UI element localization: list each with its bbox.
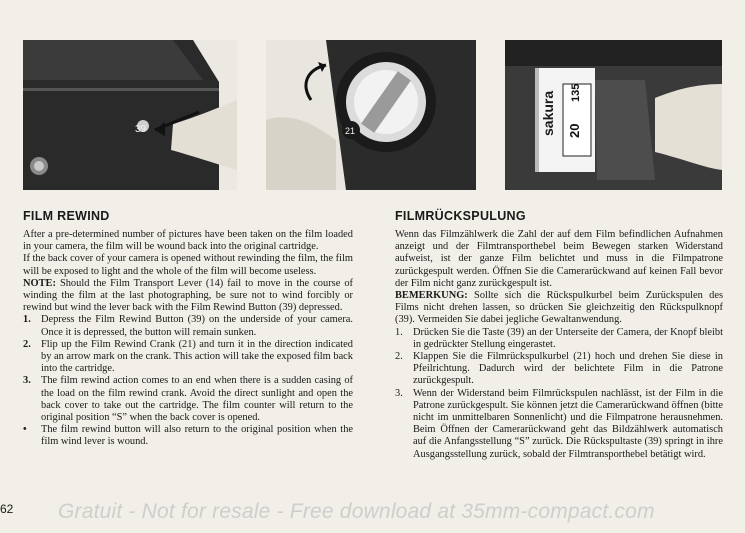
- english-note-label: NOTE:: [23, 277, 56, 289]
- german-heading: FILMRÜCKSPULUNG: [395, 209, 526, 223]
- step-text: The film rewind button will also return to the original position when the film wind lever is wound.: [41, 424, 353, 448]
- photo-rewind-crank: [266, 40, 476, 190]
- list-item: [395, 327, 723, 351]
- photo-film-cartridge: [505, 40, 722, 190]
- film-exposures: 20: [567, 123, 582, 138]
- german-note-label: BEMERKUNG:: [395, 290, 468, 302]
- step-text: Wenn der Widerstand beim Filmrückspulen nachlässt, ist der Film in die Patrone zurückgespult. Sie können jetzt die Camerarückwand öffnen (bitte nicht im unmittelbaren Sonnenlicht) und die Filmpatrone herausnehmen. Beim Öffnen der Camerarückwand geht das Bildzählwerk automatisch auf die Anfangsstellung “S” zurück. Die Rückspultaste (39) springt in ihre Ausgangsstellung zurück, sobald der Filmtransporthebel betätigt wird.: [413, 387, 723, 460]
- list-item: [23, 314, 353, 338]
- step-number: 2.: [23, 338, 31, 350]
- english-steps: [23, 314, 353, 448]
- photo1-label: 39: [135, 124, 147, 135]
- list-item: [395, 388, 723, 461]
- english-note-text: Should the Film Transport Lever (14) fail to move in the course of winding the film at the last photographing, be sure not to wind forcibly or rewind but wind the lever back with the Film Rewind Button (39) depressed.: [23, 277, 353, 314]
- step-number: 1.: [23, 314, 31, 326]
- step-number: 1.: [395, 326, 403, 338]
- german-column: [395, 229, 723, 461]
- photo2-label: 21: [345, 126, 356, 136]
- english-column: [23, 229, 353, 449]
- step-number: 2.: [395, 351, 403, 363]
- list-item: [23, 339, 353, 376]
- step-text: Klappen Sie die Filmrückspulkurbel (21) hoch und drehen Sie diese in Pfeilrichtung. Dadurch wird der belichtete Film in die Patrone zurückgespult.: [413, 351, 723, 387]
- step-text: The film rewind action comes to an end when there is a sudden casing of the load on the film rewind crank. Avoid the direct sunlight and open the back cover to take out the cartridge. The film counter will return to the original position “S” when the back cover is opened.: [41, 375, 353, 424]
- step-text: Drücken Sie die Taste (39) an der Unterseite der Camera, der Knopf bleibt in gedrückter Stellung eingerastet.: [413, 326, 723, 350]
- watermark: Gratuit - Not for resale - Free download at 35mm-compact.com: [58, 500, 655, 523]
- step-text: Flip up the Film Rewind Crank (21) and turn it in the direction indicated by an arrow mark on the crank. This action will take the exposed film back into the cartridge.: [41, 338, 353, 375]
- german-note: [395, 290, 723, 327]
- step-number: 3.: [23, 375, 31, 387]
- photo-rewind-button: [23, 40, 237, 190]
- film-number: 135: [570, 83, 582, 102]
- step-bullet: •: [23, 424, 27, 436]
- step-number: 3.: [395, 387, 403, 399]
- film-brand: sakura: [540, 90, 556, 136]
- list-item: [395, 351, 723, 388]
- list-item: [23, 375, 353, 424]
- english-paragraph-1: After a pre-determined number of pictures have been taken on the film loaded in your camera, the film will be wound back into the original cartridge.: [23, 229, 353, 253]
- english-heading: FILM REWIND: [23, 209, 110, 223]
- step-text: Depress the Film Rewind Button (39) on the underside of your camera. Once it is depressed, the button will remain sunken.: [41, 314, 353, 338]
- german-note-text: Sollte sich die Rückspulkurbel beim Zurückspulen des Films nicht drehen lassen, so drücken Sie gleichzeitig den Rückspulknopf (39). Vermeiden Sie dabei jegliche Gewaltanwendung.: [395, 290, 723, 326]
- page-number: 62: [0, 502, 14, 516]
- list-item: [23, 424, 353, 448]
- english-note: [23, 278, 353, 315]
- german-steps: [395, 327, 723, 461]
- english-paragraph-2: If the back cover of your camera is opened without rewinding the film, the film will be exposed to light and the whole of the film will become useless.: [23, 253, 353, 277]
- german-paragraph-1: Wenn das Filmzählwerk die Zahl der auf dem Film befindlichen Aufnahmen anzeigt und der Filmtransporthebel beim Bewegen starken Widerstand aufweist, ist der ganze Film belichtet und muss in die Filmpatrone zurückgespult werden. Öffnen Sie die Camerarückwand auf keinen Fall bevor der Film nicht ganz zurückgespult ist.: [395, 229, 723, 289]
